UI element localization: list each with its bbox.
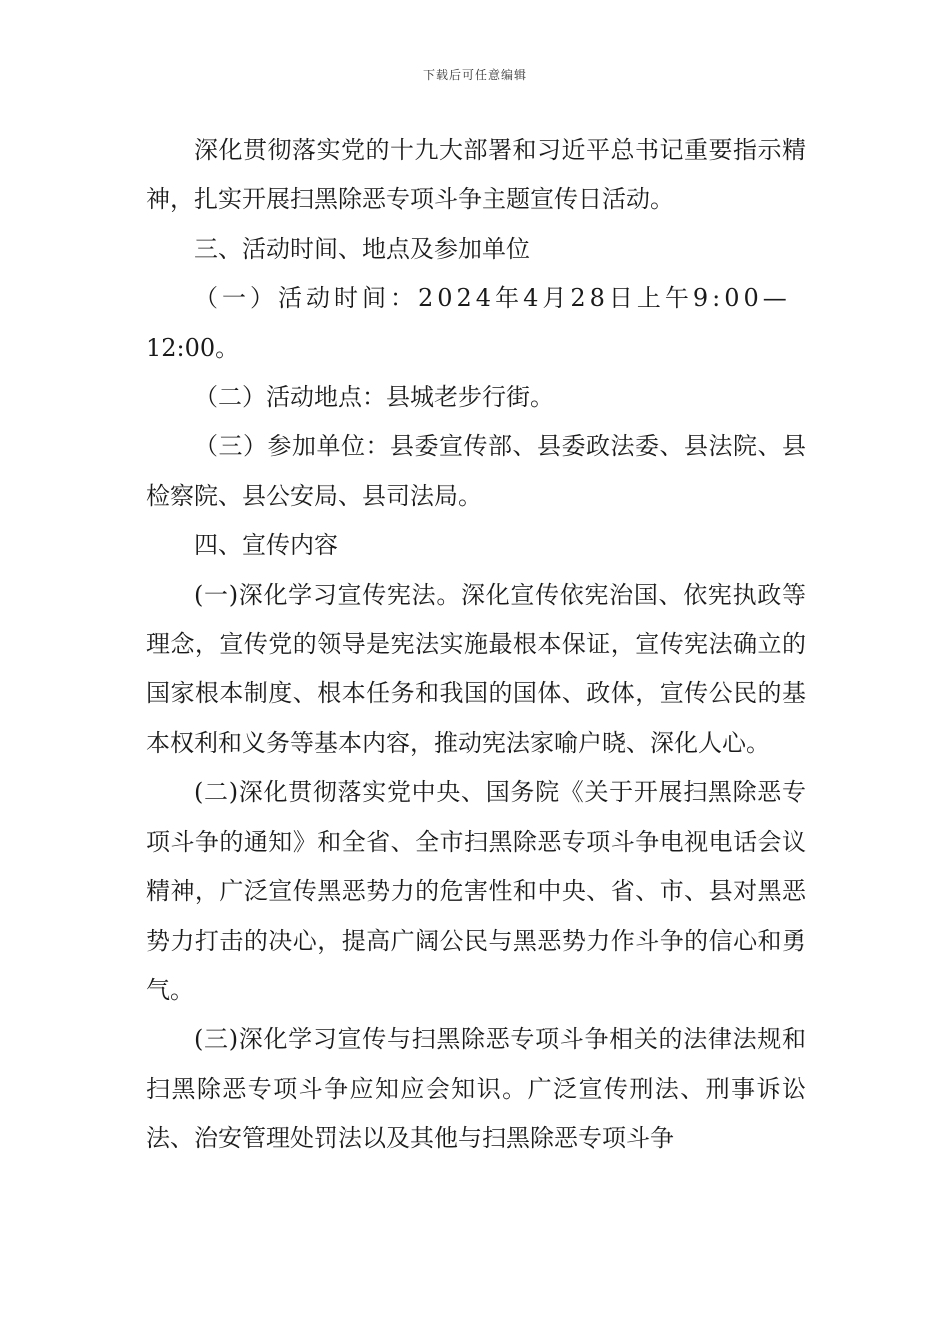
page-header: 下载后可任意编辑 bbox=[422, 68, 527, 82]
paragraph-content-1: (一)深化学习宣传宪法。深化宣传依宪治国、依宪执政等理念，宣传党的领导是宪法实施最根本保证，宣传宪法确立的国家根本制度、根本任务和我国的国体、政体，宣传公民的基本权利和义务等基本内容，推动宪法家喻户晓、深化人心。 bbox=[146, 580, 806, 757]
paragraph-content-3: (三)深化学习宣传与扫黑除恶专项斗争相关的法律法规和扫黑除恶专项斗争应知应会知识。广泛宣传刑法、刑事诉讼法、治安管理处罚法以及其他与扫黑除恶专项斗争 bbox=[146, 1025, 806, 1153]
paragraph-activity-location: （二）活动地点：县城老步行街。 bbox=[194, 383, 554, 412]
document-body bbox=[146, 126, 806, 1164]
paragraph-activity-time bbox=[146, 274, 806, 373]
paragraph-participants: （三）参加单位：县委宣传部、县委政法委、县法院、县检察院、县公安局、县司法局。 bbox=[146, 432, 806, 510]
paragraph-content-2: (二)深化贯彻落实党中央、国务院《关于开展扫黑除恶专项斗争的通知》和全省、全市扫黑除恶专项斗争电视电话会议精神，广泛宣传黑恶势力的危害性和中央、省、市、县对黑恶势力打击的决心，提高广阔公民与黑恶势力作斗争的信心和勇气。 bbox=[146, 778, 806, 1004]
activity-time-line-2: 12:00。 bbox=[146, 333, 240, 362]
section-heading-activity: 三、活动时间、地点及参加单位 bbox=[194, 234, 530, 263]
activity-time-line-1: （一）活动时间：2024年4月28日上午9:00— bbox=[194, 284, 791, 313]
paragraph-intro: 深化贯彻落实党的十九大部署和习近平总书记重要指示精神，扎实开展扫黑除恶专项斗争主题宣传日活动。 bbox=[146, 136, 806, 214]
section-heading-content: 四、宣传内容 bbox=[194, 531, 338, 560]
